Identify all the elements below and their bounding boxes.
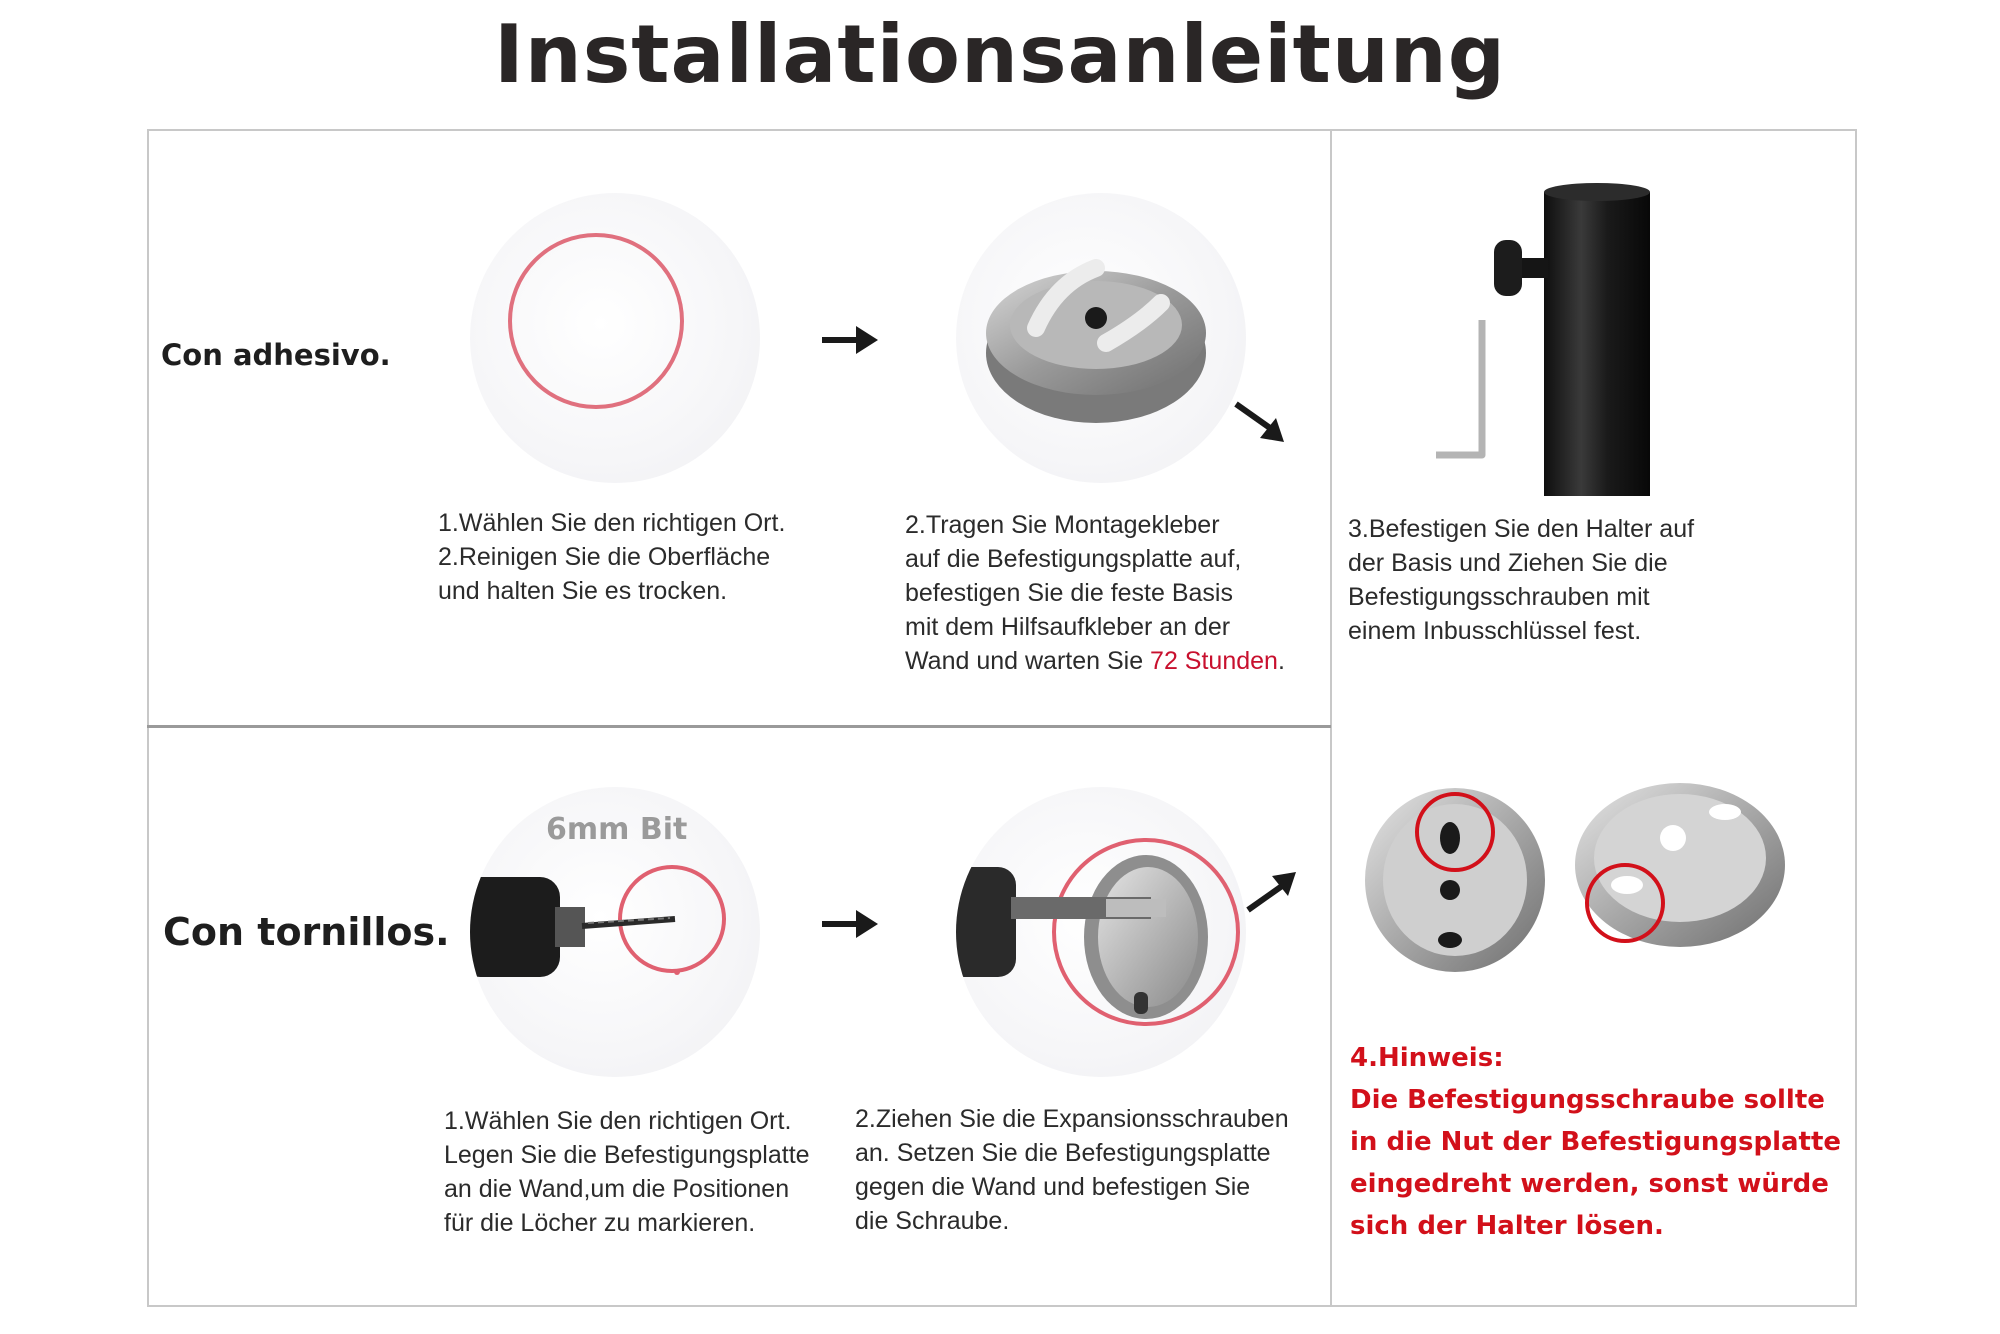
screws-step1-text: 1.Wählen Sie den richtigen Ort. Legen Sie die Befestigungsplatte an die Wand,um die Positionen für die Löcher zu markieren. (444, 1107, 810, 1237)
arrow-right-icon (820, 320, 880, 360)
arrow-right-icon (820, 904, 880, 944)
screw-base-plate-image (956, 787, 1246, 1077)
base-parts-image (1355, 770, 1795, 990)
base-plate-glue-image (956, 193, 1246, 483)
arrow-down-right-icon (1232, 398, 1288, 446)
screws-step2-text: 2.Ziehen Sie die Expansionsschrauben an. Setzen Sie die Befestigungsplatte gegen die Wand und befestigen Sie die Schraube. (855, 1105, 1289, 1235)
adhesive-step3-text: 3.Befestigen Sie den Halter auf der Basis und Ziehen Sie die Befestigungsschrauben mit einem Inbusschlüssel fest. (1348, 515, 1695, 645)
hint-heading: 4.Hinweis: (1350, 1043, 1504, 1073)
hint-note: 4.Hinweis: Die Befestigungsschraube sollte in die Nut der Befestigungsplatte eingedreht werden, sonst würde sich der Halter lösen. (1350, 1037, 1841, 1247)
screws-section-label: Con tornillos. (163, 910, 450, 954)
adhesive-step1-text: 1.Wählen Sie den richtigen Ort. 2.Reinigen Sie die Oberfläche und halten Sie es trocken. (438, 509, 786, 605)
row-divider (147, 725, 1331, 728)
adhesive-section-label: Con adhesivo. (161, 338, 391, 372)
wait-time-highlight: 72 Stunden (1150, 647, 1278, 675)
drill-bit-label: 6mm Bit (546, 812, 688, 847)
page-title: Installationsanleitung (493, 8, 1507, 101)
wall-marking-image (470, 193, 760, 483)
column-divider (1330, 129, 1332, 1307)
holder-product-image (1420, 180, 1700, 510)
arrow-up-right-icon (1244, 868, 1300, 916)
adhesive-step2-text: 2.Tragen Sie Montagekleber auf die Befestigungsplatte auf, befestigen Sie die feste Basis mit dem Hilfsaufkleber an der Wand und warten Sie 72 Stunden. (905, 511, 1285, 675)
